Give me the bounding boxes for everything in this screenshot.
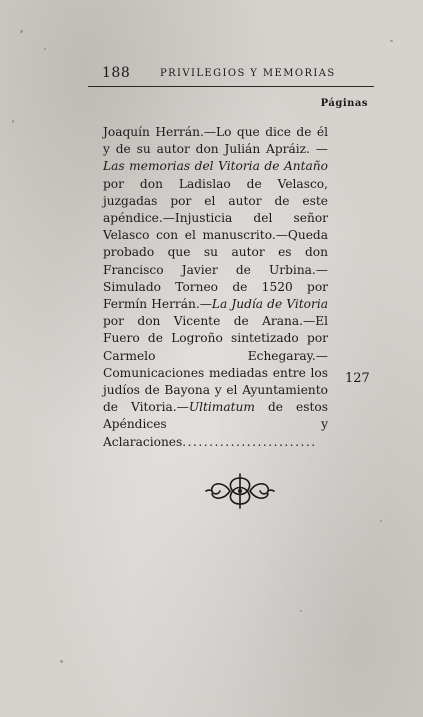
page-number: 188 bbox=[102, 65, 131, 81]
running-title: PRIVILEGIOS Y MEMORIAS bbox=[160, 68, 336, 79]
flourish-ornament-icon bbox=[204, 472, 276, 510]
entry-text: por don Vicente de Arana.—El Fuero de Logroño sintetizado por Carmelo Echegaray.—Comunicaciones mediadas entre los judíos de Bayona y el Ayuntamiento de Vitoria.— bbox=[103, 314, 328, 415]
paper-speck bbox=[390, 40, 393, 42]
entry-title-judia: La Judía de Vitoria bbox=[211, 297, 328, 312]
paper-speck bbox=[300, 610, 302, 612]
entry-text: por don Ladislao de Velasco, juzgadas por el autor de este apéndice.—Injusticia del señor Velasco con el manuscrito.—Queda probado que su autor es don Francisco Javier de Urbina.—Simulado Torneo de 1520 por Fermín Herrán.— bbox=[103, 176, 328, 312]
entry-title-ultimatum: Ultimatum bbox=[188, 400, 255, 415]
paper-speck bbox=[44, 48, 46, 50]
pages-column-heading: Páginas bbox=[320, 98, 368, 109]
entry-page-number: 127 bbox=[345, 371, 370, 386]
paper-speck bbox=[380, 520, 382, 522]
running-header bbox=[88, 64, 374, 87]
contents-entry bbox=[103, 124, 328, 451]
entry-text: Joaquín Herrán.—Lo que dice de él y de su autor don Julián Apráiz. — bbox=[103, 125, 328, 157]
entry-title-memorias: Las memorias del Vitoria de Antaño bbox=[103, 159, 328, 174]
paper-speck bbox=[12, 120, 14, 123]
entry-text: de estos Apéndices y Aclaraciones bbox=[103, 400, 328, 449]
paper-speck bbox=[60, 660, 63, 663]
dot-leaders: ......................... bbox=[182, 434, 317, 449]
paper-speck bbox=[20, 30, 23, 33]
